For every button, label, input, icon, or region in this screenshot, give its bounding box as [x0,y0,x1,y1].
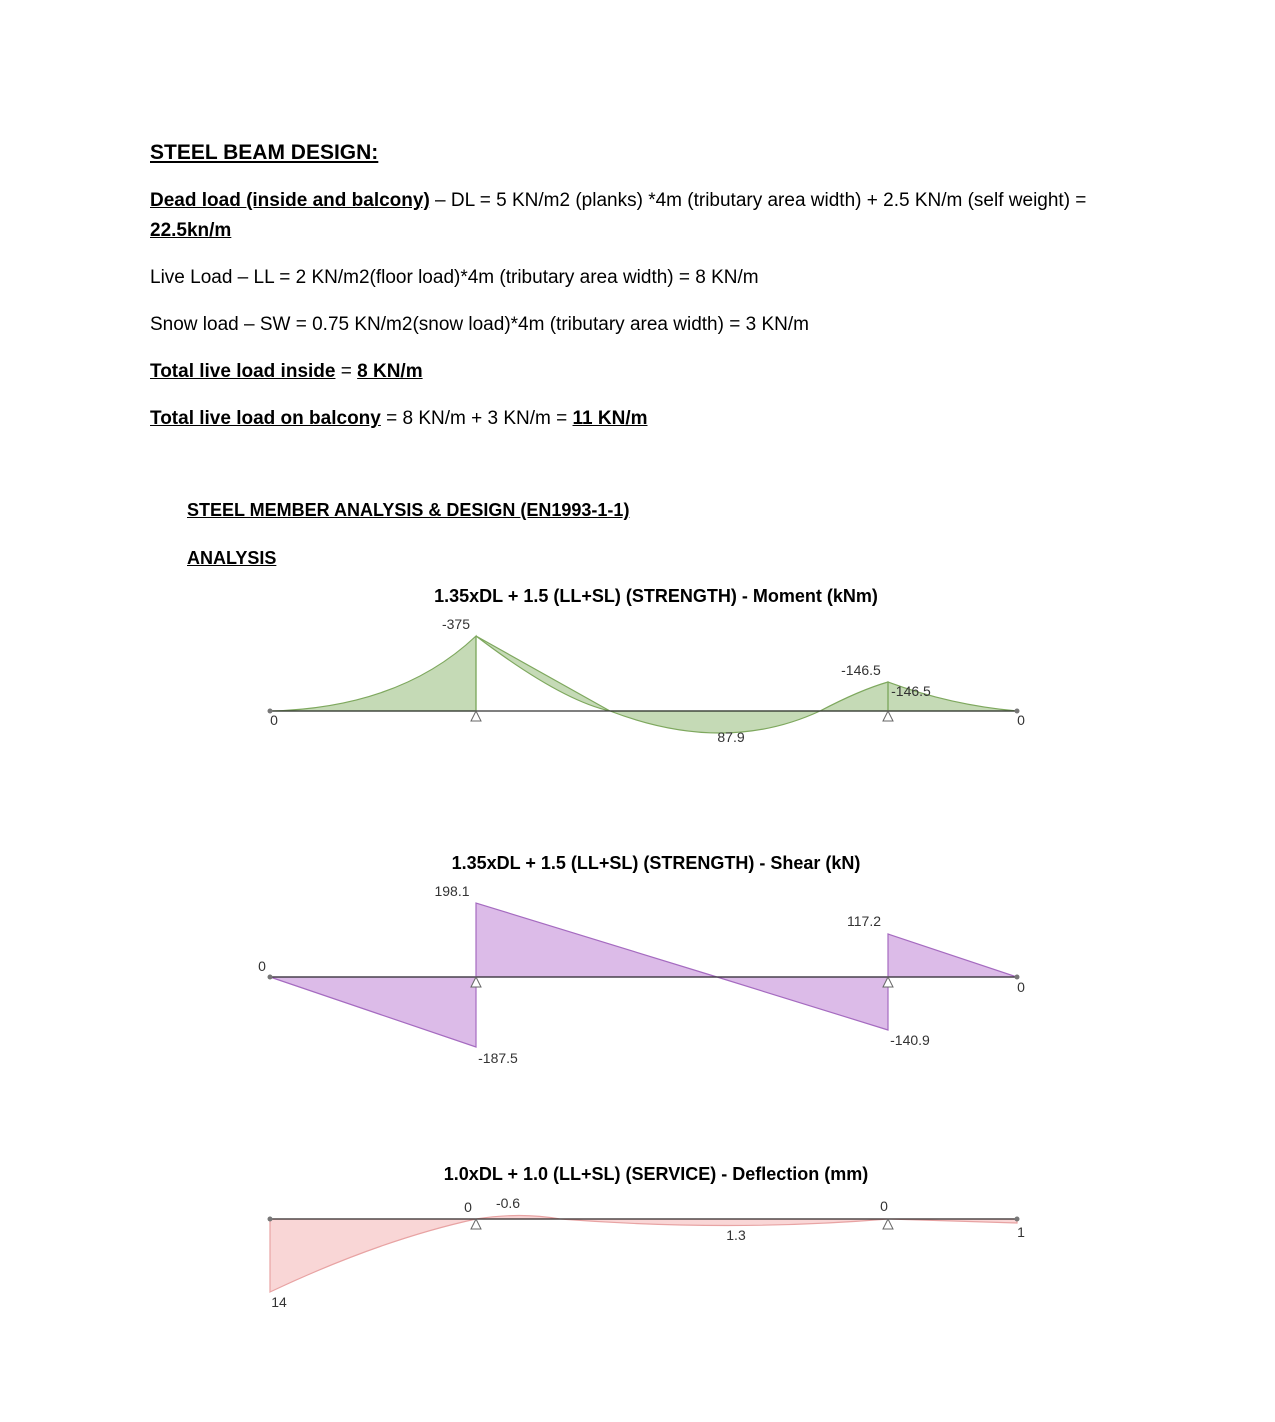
deflection-label-span: 1.3 [726,1227,746,1243]
shear-label-support2-bottom: -140.9 [890,1032,930,1048]
moment-label-span: 87.9 [717,729,745,745]
shear-diagram [258,853,1025,1066]
shear-label-start: 0 [258,958,266,974]
deflection-diagram [268,1164,1026,1310]
moment-support-icon-2 [883,711,893,721]
deflection-label-cantilever: 14 [271,1294,287,1310]
total-balcony-text: = 8 KN/m + 3 KN/m = [380,408,573,429]
total-inside-value: 8 KN/m [357,361,423,382]
moment-diagram [268,586,1026,745]
deflection-label-support1: 0 [464,1199,472,1215]
deflection-label-end: 1 [1017,1224,1025,1240]
shear-label-support1-bottom: -187.5 [478,1050,518,1066]
dead-load-result: 22.5kn/m [150,220,232,241]
moment-label-end: 0 [1017,712,1025,728]
deflection-label-support2: 0 [880,1198,888,1214]
total-inside-label: Total live load inside [150,361,336,382]
moment-label-support2-left: -146.5 [841,662,881,678]
deflection-area [270,1216,1017,1293]
deflection-title: 1.0xDL + 1.0 (LL+SL) (SERVICE) - Deflection (mm) [443,1164,869,1184]
dead-load-text: – DL = 5 KN/m2 (planks) *4m (tributary area width) + 2.5 KN/m (self weight) = [429,190,1087,211]
total-balcony-value: 11 KN/m [572,408,648,429]
deflection-support-icon-1 [471,1219,481,1229]
deflection-node-start [268,1217,273,1222]
moment-support-icon-1 [471,711,481,721]
live-load-paragraph: Live Load – LL = 2 KN/m2(floor load)*4m (tributary area width) = 8 KN/m [150,267,759,288]
moment-title: 1.35xDL + 1.5 (LL+SL) (STRENGTH) - Moment (kNm) [434,586,878,606]
shear-label-end: 0 [1017,979,1025,995]
dead-load-label: Dead load (inside and balcony) [150,190,430,211]
analysis-title: ANALYSIS [187,548,277,568]
shear-label-support2-top: 117.2 [847,913,881,929]
moment-label-support1: -375 [441,616,471,632]
page-heading: STEEL BEAM DESIGN: [150,141,379,164]
shear-node-start [268,975,273,980]
shear-label-support1-top: 198.1 [434,883,470,899]
moment-label-start: 0 [270,712,278,728]
deflection-support-icon-2 [883,1219,893,1229]
deflection-node-end [1015,1217,1020,1222]
shear-area [270,903,1017,1047]
total-balcony-label: Total live load on balcony [150,408,381,429]
section-title: STEEL MEMBER ANALYSIS & DESIGN (EN1993-1-1) [187,500,630,520]
snow-load-paragraph: Snow load – SW = 0.75 KN/m2(snow load)*4m (tributary area width) = 3 KN/m [150,314,809,335]
shear-title: 1.35xDL + 1.5 (LL+SL) (STRENGTH) - Shear (kN) [451,853,861,873]
deflection-label-hog: -0.6 [495,1195,521,1211]
total-inside-sep: = [335,361,358,382]
moment-label-support2-right: -146.5 [891,683,931,699]
